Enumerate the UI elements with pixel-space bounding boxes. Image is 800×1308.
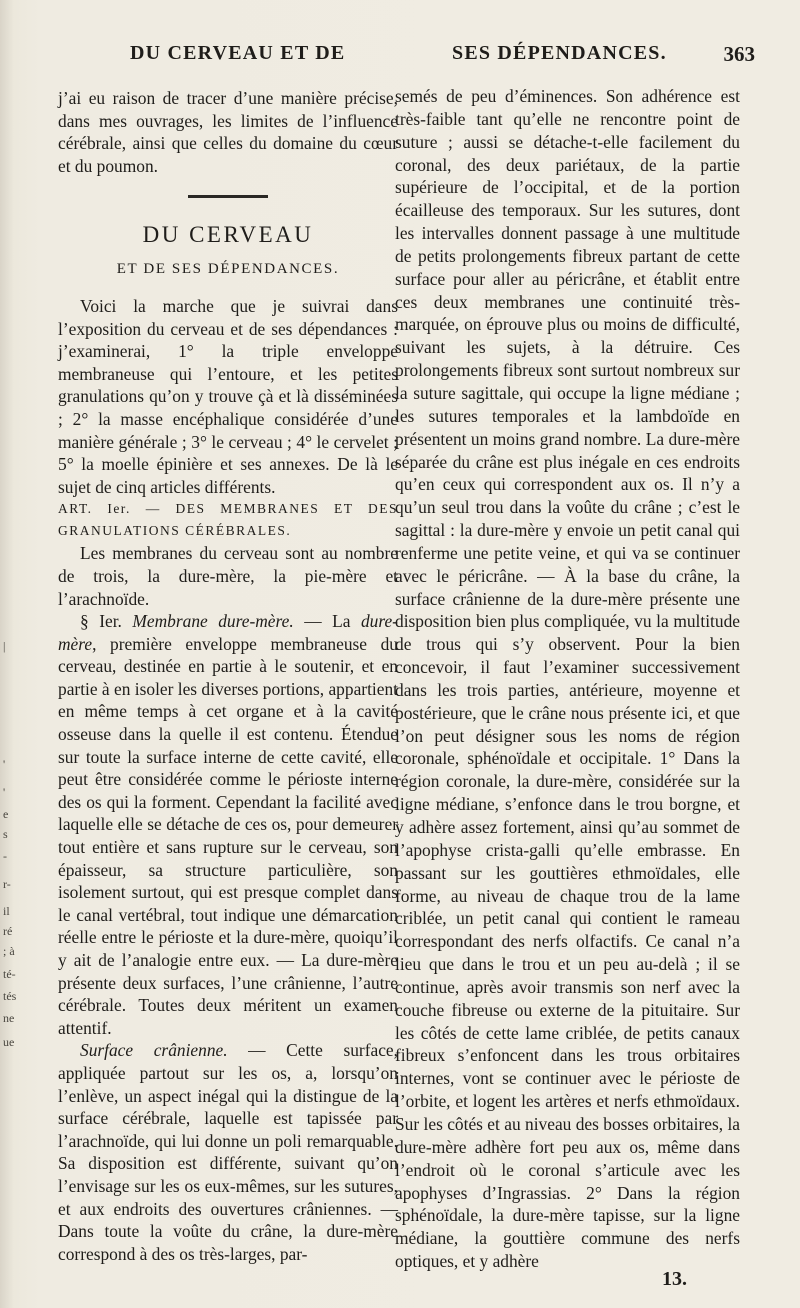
paragraph-plan: Voici la marche que je suivrai dans l’exposition du cerveau et de ses dépendances : j’examinerai, 1° la triple enveloppe membraneuse qui l’entoure, et les petites granulations qu’on y trouve çà et là disséminées ; 2° la masse encéphalique considérée d’une manière générale ; 3° le cerveau ; 4° le cervelet ; 5° la moelle épinière et ses annexes. De là le sujet de cinq articles différents. bbox=[58, 295, 398, 497]
section-rule bbox=[188, 195, 268, 198]
section-title: DU CERVEAU bbox=[142, 222, 314, 248]
gutter-mark: ; à bbox=[3, 944, 15, 958]
right-column-text: semés de peu d’éminences. Son adhérence est très-faible tant qu’elle ne rencontre point de suture ; aussi se détache-t-elle facilement du coronal, des deux pariétaux, de la partie supérieure de l’occipital, et de la portion écailleuse des temporaux. Sur les sutures, dont les intervalles donnent passage à une multitude de petits prolongements fibreux partant de cette surface pour aller au péricrâne, et établit entre ces deux membranes une continuité très-marquée, on éprouve plus ou moins de difficulté, suivant les sujets, à la détruire. Ces prolongements fibreux sont surtout nombreux sur la suture sagittale, qui occupe la ligne médiane ; les sutures temporales et la lambdoïde en présentent un moins grand nombre. La dure-mère séparée du crâne est plus inégale en ces endroits qu’en ceux qui correspondent aux os. Il n’y a qu’un seul trou dans la voûte du crâne ; c’est le sagittal : la dure-mère y envoie un petit canal qui renferme une petite veine, et qui va se continuer avec le péricrâne. — À la base du crâne, la surface crânienne de la dure-mère présente une disposition bien plus compliquée, vu la multitude de trous qui s’y observent. Pour la bien concevoir, il faut l’examiner successivement dans les trois parties, antérieure, moyenne et postérieure, que le crâne nous présente ici, et que l’on peut désigner sous les noms de région coronale, sphénoïdale et occipitale. 1° Dans la région coronale, la dure-mère, considérée sur la ligne médiane, s’enfonce dans le trou borgne, et y adhère assez fortement, ainsi qu’au sommet de l’apophyse crista-galli qu’elle embrasse. En passant sur les gouttières ethmoïdales, elle forme, au niveau de chaque trou de la lame criblée, un petit canal qui contient le rameau correspondant des nerfs olfactifs. Ce canal n’a lieu que dans le trou et un peu au-delà ; il se continue, après avoir transmis son nerf avec la couche fibreuse ou externe de la pituitaire. Sur les côtés de cette lame criblée, de petits canaux fibreux s’enfoncent dans les trous orbitaires internes, vont se continuer avec le périoste de l’orbite, et logent les artères et nerfs ethmoïdaux. Sur les côtés et au niveau des bosses orbitaires, la dure-mère adhère fort peu aux os, même dans l’endroit où le coronal s’articule avec les apophyses d’Ingrassias. 2° Dans la région sphénoïdale, la dure-mère tapisse, sur la ligne médiane, la gouttière commune des nerfs optiques, et y adhère bbox=[395, 86, 740, 1272]
gutter-mark: - bbox=[3, 849, 7, 863]
gutter-mark: té- bbox=[3, 967, 16, 981]
gutter-mark: ré bbox=[3, 924, 13, 938]
dash-text: — La bbox=[293, 611, 361, 632]
article-heading: ART. Ier. — DES MEMBRANES ET DES GRANULATIONS CÉRÉBRALES. bbox=[58, 501, 398, 539]
paragraph-membranes: Les membranes du cerveau sont au nombre de trois, la dure-mère, la pie-mère et l’arachnoïde. bbox=[58, 543, 398, 609]
paragraph-surface-cranienne bbox=[58, 1039, 398, 1265]
heading-membrane-dure-mere: Membrane dure-mère. bbox=[132, 611, 294, 632]
gutter-mark: ' bbox=[3, 757, 6, 771]
heading-surface-cranienne: Surface crânienne. bbox=[80, 1040, 228, 1061]
page-number: 363 bbox=[723, 42, 755, 66]
gutter-mark: s bbox=[3, 827, 8, 841]
signature-mark: 13. bbox=[662, 1268, 687, 1290]
surface-cranienne-text: — Cette surface, appliquée partout sur les os, a, lorsqu’on l’enlève, un aspect inégal qui la distingue de la surface cérébrale, laquelle est tapissée par l’arachnoïde, qui lui donne un poli remarquable. Sa disposition est différente, suivant qu’on l’envisage sur les os eux-mêmes, sur les sutures, et aux endroits des ouvertures crâniennes. — Dans toute la voûte du crâne, la dure-mère correspond à des os très-larges, par- bbox=[58, 1040, 398, 1264]
gutter-mark: ue bbox=[3, 1035, 15, 1049]
header-right-title: SES DÉPENDANCES. bbox=[452, 42, 667, 64]
running-header bbox=[130, 42, 755, 72]
gutter-mark: il bbox=[3, 904, 10, 918]
intro-paragraph: j’ai eu raison de tracer d’une manière précise, dans mes ouvrages, les limites de l’influence cérébrale, ainsi que celles du domaine du cœur et du poumon. bbox=[58, 88, 398, 176]
paragraph-section-mark: § Ier. bbox=[80, 611, 122, 632]
gutter-mark: e bbox=[3, 807, 9, 821]
left-column bbox=[58, 87, 398, 1265]
binding-gutter bbox=[0, 0, 22, 1308]
term-dure-mere: dure-mère bbox=[58, 611, 398, 654]
gutter-mark: ' bbox=[3, 785, 6, 799]
header-left-title: DU CERVEAU ET DE bbox=[130, 42, 346, 64]
gutter-mark: tés bbox=[3, 989, 17, 1003]
right-column bbox=[395, 85, 740, 1273]
section-subtitle: ET DE SES DÉPENDANCES. bbox=[116, 261, 340, 278]
gutter-mark: r- bbox=[3, 877, 11, 891]
gutter-mark: ne bbox=[3, 1011, 15, 1025]
gutter-mark: | bbox=[3, 639, 6, 653]
dure-mere-text: , première enveloppe membraneuse du cerveau, destinée en partie à le soutenir, et en partie à en isoler les diverses portions, appartient en même temps à cet organe et à la cavité osseuse dans la quelle il est contenu. Étendue sur toute la surface interne de cette cavité, elle peut être considérée comme le périoste interne des os qui la forment. Cependant la facilité avec laquelle elle se détache de ces os, pour demeurer tout entière et sans rupture sur le cerveau, son épaisseur, sa structure particulière, son isolement surtout, qui est presque complet dans le canal vertébral, tout indique une démarcation réelle entre le périoste et la dure-mère, quoiqu’il y ait de l’analogie entre eux. — La dure-mère présente deux surfaces, l’une crânienne, l’autre cérébrale. Toutes deux méritent un examen attentif. bbox=[58, 633, 398, 1038]
paragraph-dure-mere bbox=[58, 610, 398, 1039]
